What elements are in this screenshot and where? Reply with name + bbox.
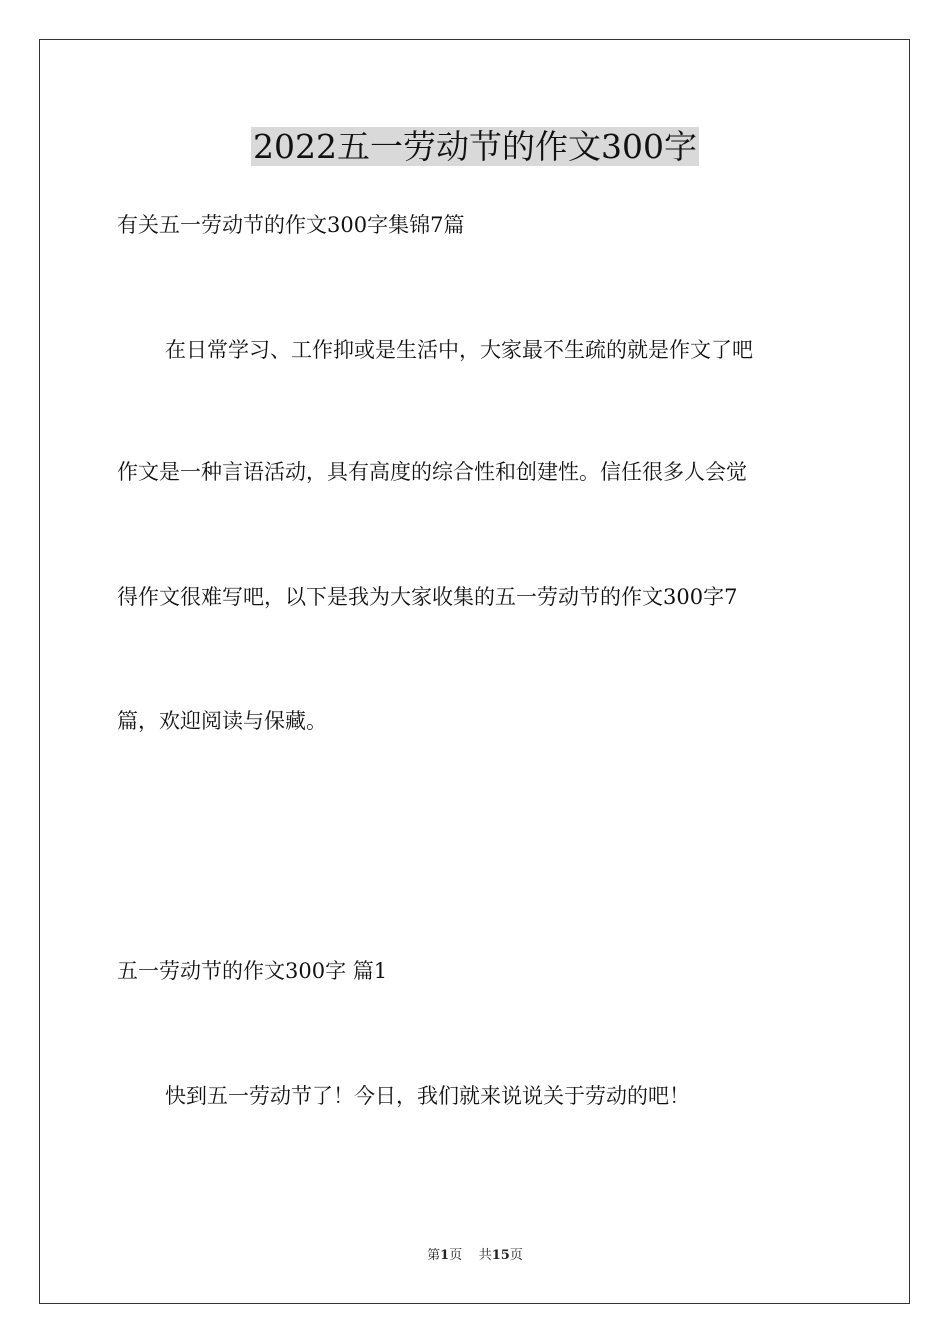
footer-page-current: 1 <box>440 1248 450 1263</box>
intro-line-1: 在日常学习、工作抑或是生活中，大家最不生疏的就是作文了吧 <box>165 338 753 362</box>
intro-line-3: 得作文很难写吧，以下是我为大家收集的五一劳动节的作文300字7 <box>117 585 738 609</box>
footer-page-unit: 页 <box>449 1248 463 1263</box>
page-footer <box>0 1247 950 1265</box>
footer-page-prefix: 第 <box>427 1248 441 1263</box>
section-line-1: 快到五一劳动节了！今日，我们就来说说关于劳动的吧！ <box>165 1084 690 1108</box>
section-heading: 五一劳动节的作文300字 篇1 <box>117 959 388 983</box>
intro-line-2: 作文是一种言语活动，具有高度的综合性和创建性。信任很多人会觉 <box>117 460 747 484</box>
intro-line-4: 篇，欢迎阅读与保藏。 <box>117 709 327 733</box>
document-subtitle: 有关五一劳动节的作文300字集锦7篇 <box>117 213 465 237</box>
document-title-text: 2022五一劳动节的作文300字 <box>253 127 697 166</box>
footer-page-total: 15 <box>491 1248 510 1263</box>
footer-total-prefix: 共 <box>478 1248 492 1263</box>
footer-total-unit: 页 <box>509 1248 523 1263</box>
document-title <box>0 124 950 170</box>
